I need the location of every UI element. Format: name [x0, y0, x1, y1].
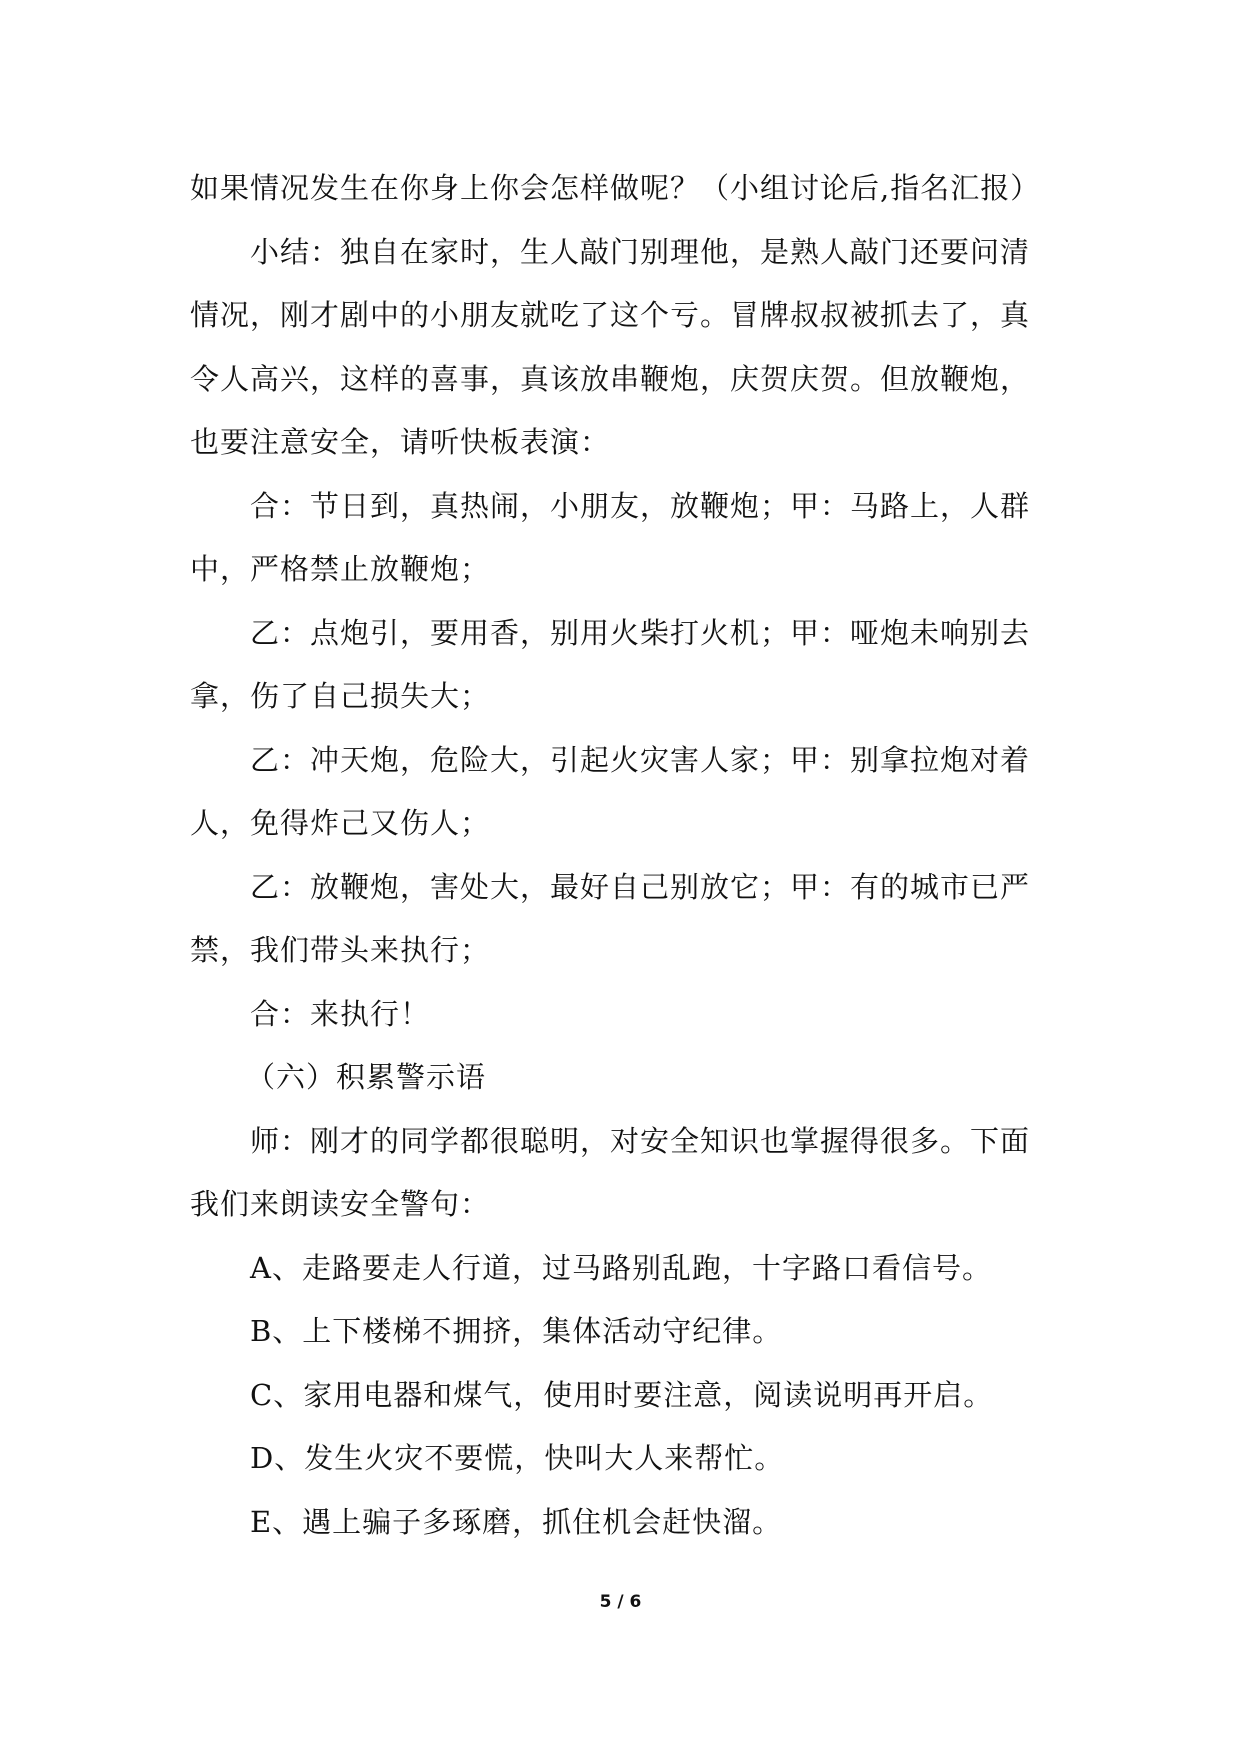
- text-line: 中，严格禁止放鞭炮；: [190, 552, 491, 586]
- text-line: 禁，我们带头来执行；: [190, 933, 491, 967]
- section-heading: （六）积累警示语: [246, 1060, 487, 1094]
- text-line: 小结：独自在家时，生人敲门别理他，是熟人敲门还要问清: [250, 234, 1031, 269]
- list-item: D、发生火灾不要慌，快叫大人来帮忙。: [250, 1441, 785, 1475]
- page-body: [190, 157, 1070, 1554]
- list-item: B、上下楼梯不拥挤，集体活动守纪律。: [250, 1314, 783, 1348]
- text-line: 乙：点炮引，要用香，别用火柴打火机；甲：哑炮未响别去: [250, 615, 1031, 650]
- text-line: 我们来朗读安全警句：: [190, 1187, 491, 1221]
- list-item: C、家用电器和煤气，使用时要注意，阅读说明再开启。: [250, 1377, 994, 1412]
- text-line: 如果情况发生在你身上你会怎样做呢？（小组讨论后,指名汇报）: [190, 171, 1041, 205]
- text-line: 令人高兴，这样的喜事，真该放串鞭炮，庆贺庆贺。但放鞭炮，: [190, 361, 1031, 396]
- text-line: 合：来执行！: [250, 996, 431, 1031]
- text-line: 合：节日到，真热闹，小朋友，放鞭炮；甲：马路上，人群: [250, 488, 1031, 523]
- text-line: 情况，刚才剧中的小朋友就吃了这个亏。冒牌叔叔被抓去了，真: [190, 298, 1031, 332]
- list-item: E、遇上骗子多琢磨，抓住机会赶快溜。: [250, 1504, 783, 1539]
- page-number: 5 / 6: [599, 1592, 642, 1612]
- list-item: A、走路要走人行道，过马路别乱跑，十字路口看信号。: [250, 1250, 992, 1285]
- text-line: 拿，伤了自己损失大；: [190, 679, 491, 713]
- text-line: 师：刚才的同学都很聪明，对安全知识也掌握得很多。下面: [250, 1123, 1031, 1158]
- text-line: 人，免得炸己又伤人；: [190, 806, 491, 840]
- text-line: 乙：放鞭炮，害处大，最好自己别放它；甲：有的城市已严: [250, 869, 1031, 904]
- text-line: 乙：冲天炮，危险大，引起火灾害人家；甲：别拿拉炮对着: [250, 742, 1031, 777]
- text-line: 也要注意安全，请听快板表演：: [190, 425, 611, 459]
